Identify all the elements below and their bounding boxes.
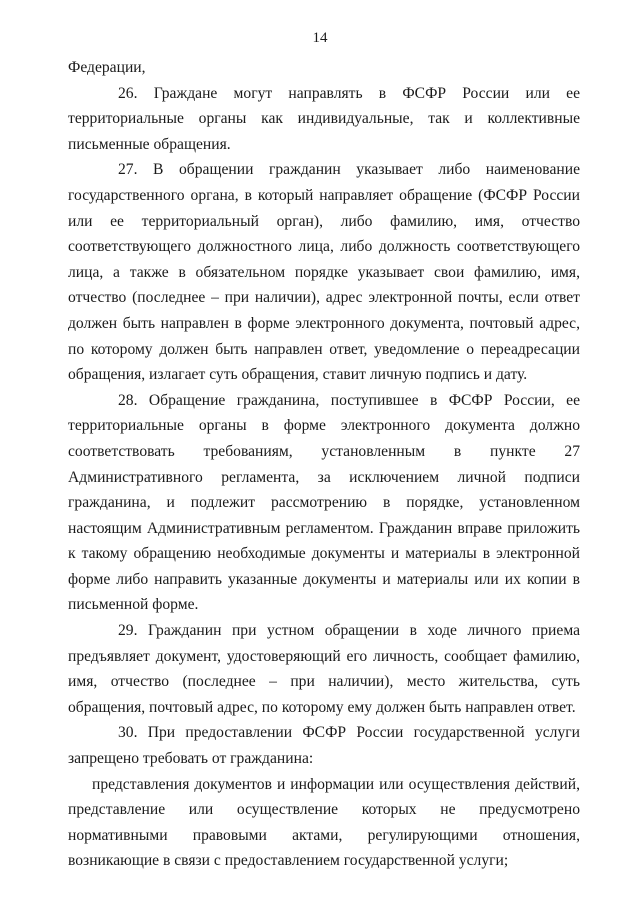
paragraph-continuation: Федерации, <box>68 59 146 76</box>
paragraph-28: 28. Обращение гражданина, поступившее в ФСФР России, ее территориальные органы в форме электронного документа должно соответствовать требованиям, установленным в пункте 27 Административного регламента, за исключением личной подписи гражданина, и подлежит рассмотрению в порядке, установленном настоящим Административным регламентом. Гражданин вправе приложить к такому обращению необходимые документы и материалы в электронной форме либо направить указанные документы и материалы или их копии в письменной форме. <box>68 391 580 614</box>
paragraph-26: 26. Граждане могут направлять в ФСФР России или ее территориальные органы как индивидуальные, так и коллективные письменные обращения. <box>68 84 580 153</box>
paragraph-29: 29. Гражданин при устном обращении в ходе личного приема предъявляет документ, удостоверяющий его личность, сообщает фамилию, имя, отчество (последнее – при наличии), место жительства, суть обращения, почтовый адрес, по которому ему должен быть направлен ответ. <box>68 622 580 716</box>
paragraph-27: 27. В обращении гражданин указывает либо наименование государственного органа, в который направляет обращение (ФСФР России или ее территориальный орган), либо фамилию, имя, отчество соответствующего должностного лица, либо должность соответствующего лица, а также в обязательном порядке указывает свои фамилию, имя, отчество (последнее – при наличии), адрес электронной почты, если ответ должен быть направлен в форме электронного документа, почтовый адрес, по которому должен быть направлен ответ, уведомление о переадресации обращения, излагает суть обращения, ставит личную подпись и дату. <box>68 161 580 384</box>
paragraph-30: 30. При предоставлении ФСФР России государственной услуги запрещено требовать от гражданина: <box>68 724 580 768</box>
document-body <box>68 55 580 874</box>
paragraph-30-item: представления документов и информации или осуществления действий, представление или осуществление которых не предусмотрено нормативными правовыми актами, регулирующими отношения, возникающие в связи с предоставлением государственной услуги; <box>68 775 580 870</box>
page-number: 14 <box>312 30 328 46</box>
